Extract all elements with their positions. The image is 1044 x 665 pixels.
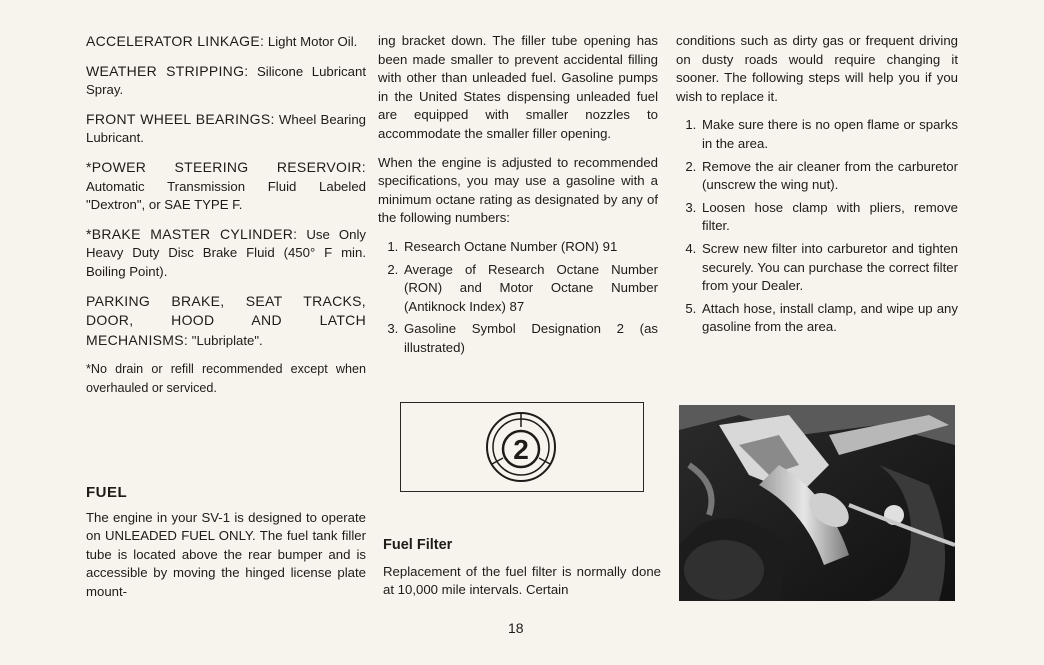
- entry-desc: "Lubriplate".: [191, 332, 263, 348]
- fuel-filter-body: Replacement of the fuel filter is normally done at 10,000 mile intervals. Certain: [383, 563, 661, 598]
- service-note: *No drain or refill recommended except when overhauled or serviced.: [86, 362, 366, 395]
- fuel-section: [86, 484, 366, 612]
- entry-desc: Silicone Lubricant Spray.: [86, 63, 366, 98]
- list-item: 1. Make sure there is no open flame or sparks in the area.: [700, 116, 958, 153]
- brake-master-cylinder-entry: [86, 225, 366, 282]
- gasoline-symbol-icon: [483, 409, 559, 485]
- entry-desc: Wheel Bearing Lubricant.: [86, 111, 366, 146]
- gasoline-symbol-box: [400, 402, 644, 492]
- fuel-filter-section: [383, 536, 661, 610]
- filter-steps-column: [676, 32, 958, 345]
- octane-intro: When the engine is adjusted to recommended specifications, you may use a gasoline with a minimum octane rating as designated by any of the following numbers:: [378, 154, 658, 226]
- entry-term: WEATHER STRIPPING:: [86, 62, 249, 79]
- entry-term: *POWER STEERING RESERVOIR:: [86, 158, 366, 175]
- parking-brake-entry: [86, 292, 366, 351]
- list-item: 3. Gasoline Symbol Designation 2 (as illustrated): [402, 320, 658, 357]
- entry-term: FRONT WHEEL BEARINGS:: [86, 110, 275, 127]
- list-item: 3. Loosen hose clamp with pliers, remove filter.: [700, 199, 958, 236]
- entry-desc: Use Only Heavy Duty Disc Brake Fluid (450° F min. Boiling Point).: [86, 226, 366, 279]
- fuel-body: The engine in your SV-1 is designed to operate on UNLEADED FUEL ONLY. The fuel tank filler tube is located above the rear bumper and is accessible by moving the hinged license plate mount-: [86, 509, 366, 599]
- fuel-continuation: ing bracket down. The filler tube opening has been made smaller to prevent accidental filling with other than unleaded fuel. Gasoline pumps in the United States dispensing unleaded fuel are equipped with smaller nozzles to accommodate the smaller filler opening.: [378, 33, 658, 141]
- weather-stripping-entry: [86, 62, 366, 100]
- entry-desc: Light Motor Oil.: [267, 34, 358, 49]
- fuel-column: [378, 32, 658, 366]
- entry-term: *BRAKE MASTER CYLINDER:: [86, 225, 298, 242]
- list-item: 1. Research Octane Number (RON) 91: [402, 238, 658, 257]
- fuel-heading: FUEL: [86, 484, 128, 501]
- entry-term: ACCELERATOR LINKAGE:: [86, 33, 265, 49]
- list-item: 2. Remove the air cleaner from the carburetor (unscrew the wing nut).: [700, 158, 958, 195]
- front-wheel-bearings-entry: [86, 110, 366, 148]
- fuel-filter-photo: [679, 405, 955, 601]
- power-steering-entry: [86, 158, 366, 215]
- list-item: 2. Average of Research Octane Number (RON) and Motor Octane Number (Antiknock Index) 87: [402, 261, 658, 317]
- lubricants-column: [86, 32, 366, 408]
- entry-desc: Automatic Transmission Fluid Labeled "Dextron", or SAE TYPE F.: [86, 178, 366, 213]
- accelerator-linkage-entry: [86, 32, 366, 52]
- filter-intro: conditions such as dirty gas or frequent driving on dusty roads would require changing it sooner. The following steps will help you if you wish to replace it.: [676, 33, 958, 104]
- octane-list: [378, 238, 658, 358]
- filter-steps-list: [676, 116, 958, 337]
- list-item: 4. Screw new filter into carburetor and tighten securely. You can purchase the correct filter from your Dealer.: [700, 240, 958, 296]
- entry-term: PARKING BRAKE, SEAT TRACKS, DOOR, HOOD AND LATCH MECHANISMS:: [86, 292, 366, 348]
- page-number: 18: [508, 620, 524, 636]
- list-item: 5. Attach hose, install clamp, and wipe up any gasoline from the area.: [700, 300, 958, 337]
- symbol-number: 2: [513, 434, 529, 465]
- fuel-filter-heading: Fuel Filter: [383, 537, 453, 553]
